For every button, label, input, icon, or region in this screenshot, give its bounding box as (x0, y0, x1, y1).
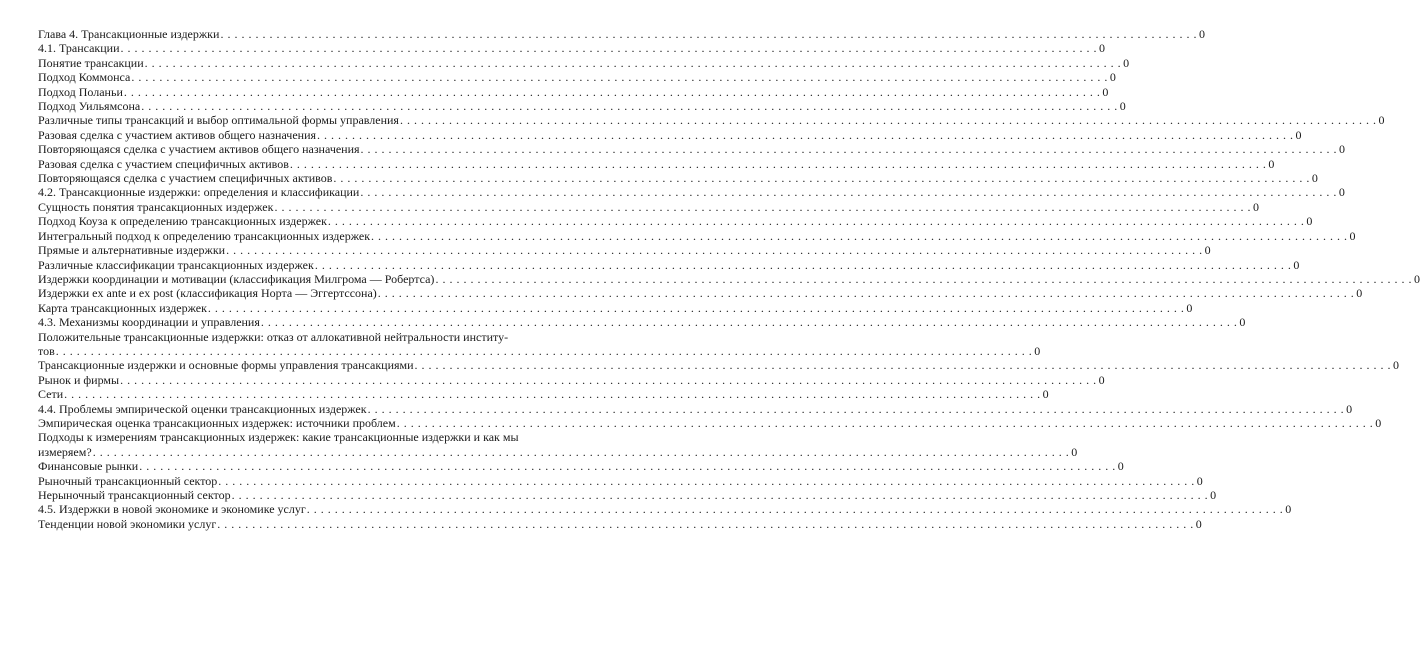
toc-page-number: 0 (1306, 214, 1313, 229)
toc-page-number: 0 (1339, 142, 1346, 157)
toc-page-number: 0 (1375, 415, 1382, 430)
toc-entry (38, 358, 1400, 373)
toc-entry (38, 142, 1346, 157)
dot-leader: . . . . . . . . . . . . . . . . . . . . . . . . . . . . . . . . . . . . . . . . . . . . . . . . . . . . . . . . . . . . . . . . . . . . . . . . . . . . . . . . . . . . . . . . . . . . . . . . . . . . . . . . . . . . . . . . . . . . . . . . . . . . . . . . . . . . . . . . . . . . (371, 228, 1348, 243)
toc-entry-title: 4.5. Издержки в новой экономике и экономике услуг (38, 502, 306, 517)
dot-leader: . . . . . . . . . . . . . . . . . . . . . . . . . . . . . . . . . . . . . . . . . . . . . . . . . . . . . . . . . . . . . . . . . . . . . . . . . . . . . . . . . . . . . . . . . . . . . . . . . . . . . . . . . . . . . . . . . . . . . . . . . . . . . . . . . . . . . . . . . . . . (141, 99, 1118, 114)
toc-entry-title: Различные классификации трансакционных издержек (38, 257, 314, 272)
dot-leader: . . . . . . . . . . . . . . . . . . . . . . . . . . . . . . . . . . . . . . . . . . . . . . . . . . . . . . . . . . . . . . . . . . . . . . . . . . . . . . . . . . . . . . . . . . . . . . . . . . . . . . . . . . . . . . . . . . . . . . . . . . . . . . . . . . . . . . . . . . . . (120, 372, 1097, 387)
dot-leader: . . . . . . . . . . . . . . . . . . . . . . . . . . . . . . . . . . . . . . . . . . . . . . . . . . . . . . . . . . . . . . . . . . . . . . . . . . . . . . . . . . . . . . . . . . . . . . . . . . . . . . . . . . . . . . . . . . . . . . . . . . . . . . . . . . . . . . . . . . . . (139, 459, 1116, 474)
dot-leader: . . . . . . . . . . . . . . . . . . . . . . . . . . . . . . . . . . . . . . . . . . . . . . . . . . . . . . . . . . . . . . . . . . . . . . . . . . . . . . . . . . . . . . . . . . . . . . . . . . . . . . . . . . . . . . . . . . . . . . . . . . . . . . . . . . . . . . . . . . . . (333, 171, 1310, 186)
toc-entry (38, 214, 1313, 229)
toc-page-number: 0 (1295, 127, 1302, 142)
toc-entry-title: Подход Уильямсона (38, 99, 141, 114)
toc-entry-title: Подход Коммонса (38, 70, 131, 85)
toc-page-number: 0 (1210, 488, 1217, 502)
toc-page-number: 0 (1098, 372, 1105, 387)
toc-entry (38, 84, 1109, 99)
toc-page-number: 0 (1378, 113, 1385, 128)
dot-leader: . . . . . . . . . . . . . . . . . . . . . . . . . . . . . . . . . . . . . . . . . . . . . . . . . . . . . . . . . . . . . . . . . . . . . . . . . . . . . . . . . . . . . . . . . . . . . . . . . . . . . . . . . . . . . . . . . . . . . . . . . . . . . . . . . . . . . . . . . . . . (274, 199, 1251, 214)
toc-entry-title: Рыночный трансакционный сектор (38, 473, 218, 488)
dot-leader: . . . . . . . . . . . . . . . . . . . . . . . . . . . . . . . . . . . . . . . . . . . . . . . . . . . . . . . . . . . . . . . . . . . . . . . . . . . . . . . . . . . . . . . . . . . . . . . . . . . . . . . . . . . . . . . . . . . . . . . . . . . . . . . . . . . . . . . . . . . . (231, 488, 1209, 502)
toc-page-number: 0 (1123, 55, 1130, 70)
dot-leader: . . . . . . . . . . . . . . . . . . . . . . . . . . . . . . . . . . . . . . . . . . . . . . . . . . . . . . . . . . . . . . . . . . . . . . . . . . . . . . . . . . . . . . . . . . . . . . . . . . . . . . . . . . . . . . . . . . . . . . . . . . . . . . . . . . . . . . . . . . . . (399, 113, 1377, 128)
toc-page-number: 0 (1285, 502, 1292, 517)
toc-page-number: 0 (1198, 27, 1205, 41)
toc-entry-title: Прямые и альтернативные издержки (38, 243, 226, 258)
toc-page-number: 0 (1346, 401, 1353, 416)
dot-leader: . . . . . . . . . . . . . . . . . . . . . . . . . . . . . . . . . . . . . . . . . . . . . . . . . . . . . . . . . . . . . . . . . . . . . . . . . . . . . . . . . . . . . . . . . . . . . . . . . . . . . . . . . . . . . . . . . . . . . . . . . . . . . . . . . . . . . . . . . . . . (55, 343, 1033, 358)
toc-entry (38, 473, 1203, 488)
toc-entry (38, 300, 1193, 315)
dot-leader: . . . . . . . . . . . . . . . . . . . . . . . . . . . . . . . . . . . . . . . . . . . . . . . . . . . . . . . . . . . . . . . . . . . . . . . . . . . . . . . . . . . . . . . . . . . . . . . . . . . . . . . . . . . . . . . . . . . . . . . . . . . . . . . . . . . . . . . . . . . . (260, 315, 1238, 330)
toc-entry (38, 315, 1246, 330)
toc-entry-title: Финансовые рынки (38, 459, 139, 474)
dot-leader: . . . . . . . . . . . . . . . . . . . . . . . . . . . . . . . . . . . . . . . . . . . . . . . . . . . . . . . . . . . . . . . . . . . . . . . . . . . . . . . . . . . . . . . . . . . . . . . . . . . . . . . . . . . . . . . . . . . . . . . . . . . . . . . . . . . . . . . . . . . . (306, 502, 1284, 517)
toc-entry-title: Подходы к измерениям трансакционных издержек: какие трансакционные издержки и как мы (38, 430, 519, 445)
toc-entry-title: 4.3. Механизмы координации и управления (38, 315, 260, 330)
toc-page-number: 0 (1196, 473, 1203, 488)
dot-leader: . . . . . . . . . . . . . . . . . . . . . . . . . . . . . . . . . . . . . . . . . . . . . . . . . . . . . . . . . . . . . . . . . . . . . . . . . . . . . . . . . . . . . . . . . . . . . . . . . . . . . . . . . . . . . . . . . . . . . . . . . . . . . . . . . . . . . . . . . . . . (226, 243, 1203, 258)
toc-page-number: 0 (1186, 300, 1193, 315)
dot-leader: . . . . . . . . . . . . . . . . . . . . . . . . . . . . . . . . . . . . . . . . . . . . . . . . . . . . . . . . . . . . . . . . . . . . . . . . . . . . . . . . . . . . . . . . . . . . . . . . . . . . . . . . . . . . . . . . . . . . . . . . . . . . . . . . . . . . . . . . . . . . (207, 300, 1185, 315)
toc-entry-title: Рынок и фирмы (38, 372, 120, 387)
toc-entry-title: Издержки координации и мотивации (классификация Милгрома — Робертса) (38, 271, 435, 286)
toc-page-number: 0 (1071, 444, 1078, 459)
toc-entry (38, 243, 1211, 258)
toc-page-number: 0 (1204, 243, 1211, 258)
toc-entry-title: Понятие трансакции (38, 55, 144, 70)
toc-entry (38, 127, 1302, 142)
toc-entry (38, 430, 1078, 459)
dot-leader: . . . . . . . . . . . . . . . . . . . . . . . . . . . . . . . . . . . . . . . . . . . . . . . . . . . . . . . . . . . . . . . . . . . . . . . . . . . . . . . . . . . . . . . . . . . . . . . . . . . . . . . . . . . . . . . . . . . . . . . . . . . . . . . . . . . . . . . . . . . . (327, 214, 1305, 229)
dot-leader: . . . . . . . . . . . . . . . . . . . . . . . . . . . . . . . . . . . . . . . . . . . . . . . . . . . . . . . . . . . . . . . . . . . . . . . . . . . . . . . . . . . . . . . . . . . . . . . . . . . . . . . . . . . . . . . . . . . . . . . . . . . . . . . . . . . . . . . . . . . . (144, 55, 1122, 70)
toc-page-number: 0 (1119, 99, 1126, 114)
toc-entry (38, 516, 1202, 531)
toc-page-number: 0 (1268, 156, 1275, 171)
toc-entry-title: 4.4. Проблемы эмпирической оценки трансакционных издержек (38, 401, 367, 416)
dot-leader: . . . . . . . . . . . . . . . . . . . . . . . . . . . . . . . . . . . . . . . . . . . . . . . . . . . . . . . . . . . . . . . . . . . . . . . . . . . . . . . . . . . . . . . . . . . . . . . . . . . . . . . . . . . . . . . . . . . . . . . . . . . . . . . . . . . . . . . . . . . . (218, 473, 1195, 488)
toc-entry (38, 415, 1382, 430)
dot-leader: . . . . . . . . . . . . . . . . . . . . . . . . . . . . . . . . . . . . . . . . . . . . . . . . . . . . . . . . . . . . . . . . . . . . . . . . . . . . . . . . . . . . . . . . . . . . . . . . . . . . . . . . . . . . . . . . . . . . . . . . . . . . . . . . . . . . . . . . . . . . (414, 358, 1392, 373)
toc-entry-title: Трансакционные издержки и основные формы управления трансакциями (38, 358, 414, 373)
toc-entry (38, 55, 1130, 70)
toc-entry-title: Повторяющаяся сделка с участием активов общего назначения (38, 142, 360, 157)
dot-leader: . . . . . . . . . . . . . . . . . . . . . . . . . . . . . . . . . . . . . . . . . . . . . . . . . . . . . . . . . . . . . . . . . . . . . . . . . . . . . . . . . . . . . . . . . . . . . . . . . . . . . . . . . . . . . . . . . . . . . . . . . . . . . . . . . . . . . . . . . . . . (92, 444, 1070, 459)
toc-entry-title: Интегральный подход к определению трансакционных издержек (38, 228, 371, 243)
toc-page-number: 0 (1293, 257, 1300, 272)
toc-entry (38, 286, 1363, 301)
toc-entry (38, 113, 1385, 128)
toc-entry-title: Разовая сделка с участием активов общего назначения (38, 127, 317, 142)
toc-entry-title: 4.1. Трансакции (38, 41, 120, 56)
toc-entry-title: Сети (38, 387, 64, 402)
dot-leader: . . . . . . . . . . . . . . . . . . . . . . . . . . . . . . . . . . . . . . . . . . . . . . . . . . . . . . . . . . . . . . . . . . . . . . . . . . . . . . . . . . . . . . . . . . . . . . . . . . . . . . . . . . . . . . . . . . . . . . . . . . . . . . . . . . . . . . . . . . . . (367, 401, 1345, 416)
toc-entry (38, 41, 1106, 56)
toc-entry-title: Подход Поланьи (38, 84, 123, 99)
toc-page-number: 0 (1338, 185, 1345, 200)
toc-entry (38, 199, 1259, 214)
toc-entry-title: Эмпирическая оценка трансакционных издержек: источники проблем (38, 415, 396, 430)
toc-entry (38, 502, 1292, 517)
toc-page-number: 0 (1099, 41, 1106, 56)
toc-entry (38, 271, 1420, 286)
toc-entry (38, 99, 1126, 114)
toc-entry-title: Тенденции новой экономики услуг (38, 516, 217, 531)
toc-page-number: 0 (1042, 387, 1049, 402)
toc-entry-title: Сущность понятия трансакционных издержек (38, 199, 274, 214)
dot-leader: . . . . . . . . . . . . . . . . . . . . . . . . . . . . . . . . . . . . . . . . . . . . . . . . . . . . . . . . . . . . . . . . . . . . . . . . . . . . . . . . . . . . . . . . . . . . . . . . . . . . . . . . . . . . . . . . . . . . . . . . . . . . . . . . . . . . . . . . . . . . (131, 70, 1108, 85)
dot-leader: . . . . . . . . . . . . . . . . . . . . . . . . . . . . . . . . . . . . . . . . . . . . . . . . . . . . . . . . . . . . . . . . . . . . . . . . . . . . . . . . . . . . . . . . . . . . . . . . . . . . . . . . . . . . . . . . . . . . . . . . . . . . . . . . . . . . . . . . . . . . (217, 516, 1194, 531)
toc-entry-title-continuation: измеряем? (38, 444, 92, 459)
toc-entry-title-continuation: тов (38, 343, 55, 358)
toc-page-number: 0 (1195, 516, 1202, 531)
dot-leader: . . . . . . . . . . . . . . . . . . . . . . . . . . . . . . . . . . . . . . . . . . . . . . . . . . . . . . . . . . . . . . . . . . . . . . . . . . . . . . . . . . . . . . . . . . . . . . . . . . . . . . . . . . . . . . . . . . . . . . . . . . . . . . . . . . . . . . . . . . . . (64, 387, 1041, 402)
toc-entry (38, 185, 1345, 200)
toc-page-number: 0 (1102, 84, 1109, 99)
toc-entry-title: Издержки ex ante и ex post (классификация Норта — Эггертссона) (38, 286, 377, 301)
toc-entry (38, 372, 1105, 387)
toc-entry-title: Повторяющаяся сделка с участием специфичных активов (38, 171, 333, 186)
dot-leader: . . . . . . . . . . . . . . . . . . . . . . . . . . . . . . . . . . . . . . . . . . . . . . . . . . . . . . . . . . . . . . . . . . . . . . . . . . . . . . . . . . . . . . . . . . . . . . . . . . . . . . . . . . . . . . . . . . . . . . . . . . . . . . . . . . . . . . . . . . . . (289, 156, 1267, 171)
toc-page-number: 0 (1239, 315, 1246, 330)
dot-leader: . . . . . . . . . . . . . . . . . . . . . . . . . . . . . . . . . . . . . . . . . . . . . . . . . . . . . . . . . . . . . . . . . . . . . . . . . . . . . . . . . . . . . . . . . . . . . . . . . . . . . . . . . . . . . . . . . . . . . . . . . . . . . . . . . . . . . . . . . . . . (360, 185, 1337, 200)
table-of-contents (38, 27, 1420, 531)
dot-leader: . . . . . . . . . . . . . . . . . . . . . . . . . . . . . . . . . . . . . . . . . . . . . . . . . . . . . . . . . . . . . . . . . . . . . . . . . . . . . . . . . . . . . . . . . . . . . . . . . . . . . . . . . . . . . . . . . . . . . . . . . . . . . . . . . . . . . . . . . . . . (120, 41, 1098, 56)
toc-page-number: 0 (1109, 70, 1116, 85)
toc-entry (38, 70, 1116, 85)
toc-entry-title: Положительные трансакционные издержки: отказ от аллокативной нейтральности институ- (38, 329, 509, 344)
toc-entry (38, 27, 1205, 41)
toc-entry (38, 257, 1300, 272)
toc-page-number: 0 (1393, 358, 1400, 373)
dot-leader: . . . . . . . . . . . . . . . . . . . . . . . . . . . . . . . . . . . . . . . . . . . . . . . . . . . . . . . . . . . . . . . . . . . . . . . . . . . . . . . . . . . . . . . . . . . . . . . . . . . . . . . . . . . . . . . . . . . . . . . . . . . . . . . . . . . . . . . . . . . . (435, 271, 1412, 286)
toc-page-number: 0 (1252, 199, 1259, 214)
toc-entry (38, 329, 1041, 359)
dot-leader: . . . . . . . . . . . . . . . . . . . . . . . . . . . . . . . . . . . . . . . . . . . . . . . . . . . . . . . . . . . . . . . . . . . . . . . . . . . . . . . . . . . . . . . . . . . . . . . . . . . . . . . . . . . . . . . . . . . . . . . . . . . . . . . . . . . . . . . . . . . . (123, 84, 1101, 99)
toc-entry-title: Разовая сделка с участием специфичных активов (38, 156, 289, 171)
toc-entry (38, 401, 1353, 416)
dot-leader: . . . . . . . . . . . . . . . . . . . . . . . . . . . . . . . . . . . . . . . . . . . . . . . . . . . . . . . . . . . . . . . . . . . . . . . . . . . . . . . . . . . . . . . . . . . . . . . . . . . . . . . . . . . . . . . . . . . . . . . . . . . . . . . . . . . . . . . . . . . . (317, 127, 1294, 142)
dot-leader: . . . . . . . . . . . . . . . . . . . . . . . . . . . . . . . . . . . . . . . . . . . . . . . . . . . . . . . . . . . . . . . . . . . . . . . . . . . . . . . . . . . . . . . . . . . . . . . . . . . . . . . . . . . . . . . . . . . . . . . . . . . . . . . . . . . . . . . . . . . . (377, 286, 1355, 301)
toc-entry-title: Подход Коуза к определению трансакционных издержек (38, 214, 327, 229)
toc-page-number: 0 (1349, 228, 1356, 243)
toc-entry (38, 228, 1356, 243)
toc-entry-title: Карта трансакционных издержек (38, 300, 207, 315)
toc-page-number: 0 (1356, 286, 1363, 301)
toc-page-number: 0 (1311, 171, 1318, 186)
toc-entry (38, 387, 1049, 402)
dot-leader: . . . . . . . . . . . . . . . . . . . . . . . . . . . . . . . . . . . . . . . . . . . . . . . . . . . . . . . . . . . . . . . . . . . . . . . . . . . . . . . . . . . . . . . . . . . . . . . . . . . . . . . . . . . . . . . . . . . . . . . . . . . . . . . . . . . . . . . . . . . . (314, 257, 1292, 272)
toc-entry (38, 171, 1318, 186)
toc-entry (38, 488, 1217, 502)
toc-entry (38, 459, 1124, 474)
dot-leader: . . . . . . . . . . . . . . . . . . . . . . . . . . . . . . . . . . . . . . . . . . . . . . . . . . . . . . . . . . . . . . . . . . . . . . . . . . . . . . . . . . . . . . . . . . . . . . . . . . . . . . . . . . . . . . . . . . . . . . . . . . . . . . . . . . . . . . . . . . . . (220, 27, 1197, 41)
toc-page-number: 0 (1413, 271, 1420, 286)
toc-entry-title: Различные типы трансакций и выбор оптимальной формы управления (38, 113, 399, 128)
dot-leader: . . . . . . . . . . . . . . . . . . . . . . . . . . . . . . . . . . . . . . . . . . . . . . . . . . . . . . . . . . . . . . . . . . . . . . . . . . . . . . . . . . . . . . . . . . . . . . . . . . . . . . . . . . . . . . . . . . . . . . . . . . . . . . . . . . . . . . . . . . . . (396, 415, 1374, 430)
toc-entry-title: Глава 4. Трансакционные издержки (38, 27, 220, 41)
toc-entry-title: Нерыночный трансакционный сектор (38, 488, 231, 502)
toc-page-number: 0 (1117, 459, 1124, 474)
toc-entry-title: 4.2. Трансакционные издержки: определения и классификации (38, 185, 360, 200)
toc-page-number: 0 (1034, 343, 1041, 358)
dot-leader: . . . . . . . . . . . . . . . . . . . . . . . . . . . . . . . . . . . . . . . . . . . . . . . . . . . . . . . . . . . . . . . . . . . . . . . . . . . . . . . . . . . . . . . . . . . . . . . . . . . . . . . . . . . . . . . . . . . . . . . . . . . . . . . . . . . . . . . . . . . . (360, 142, 1338, 157)
toc-entry (38, 156, 1275, 171)
